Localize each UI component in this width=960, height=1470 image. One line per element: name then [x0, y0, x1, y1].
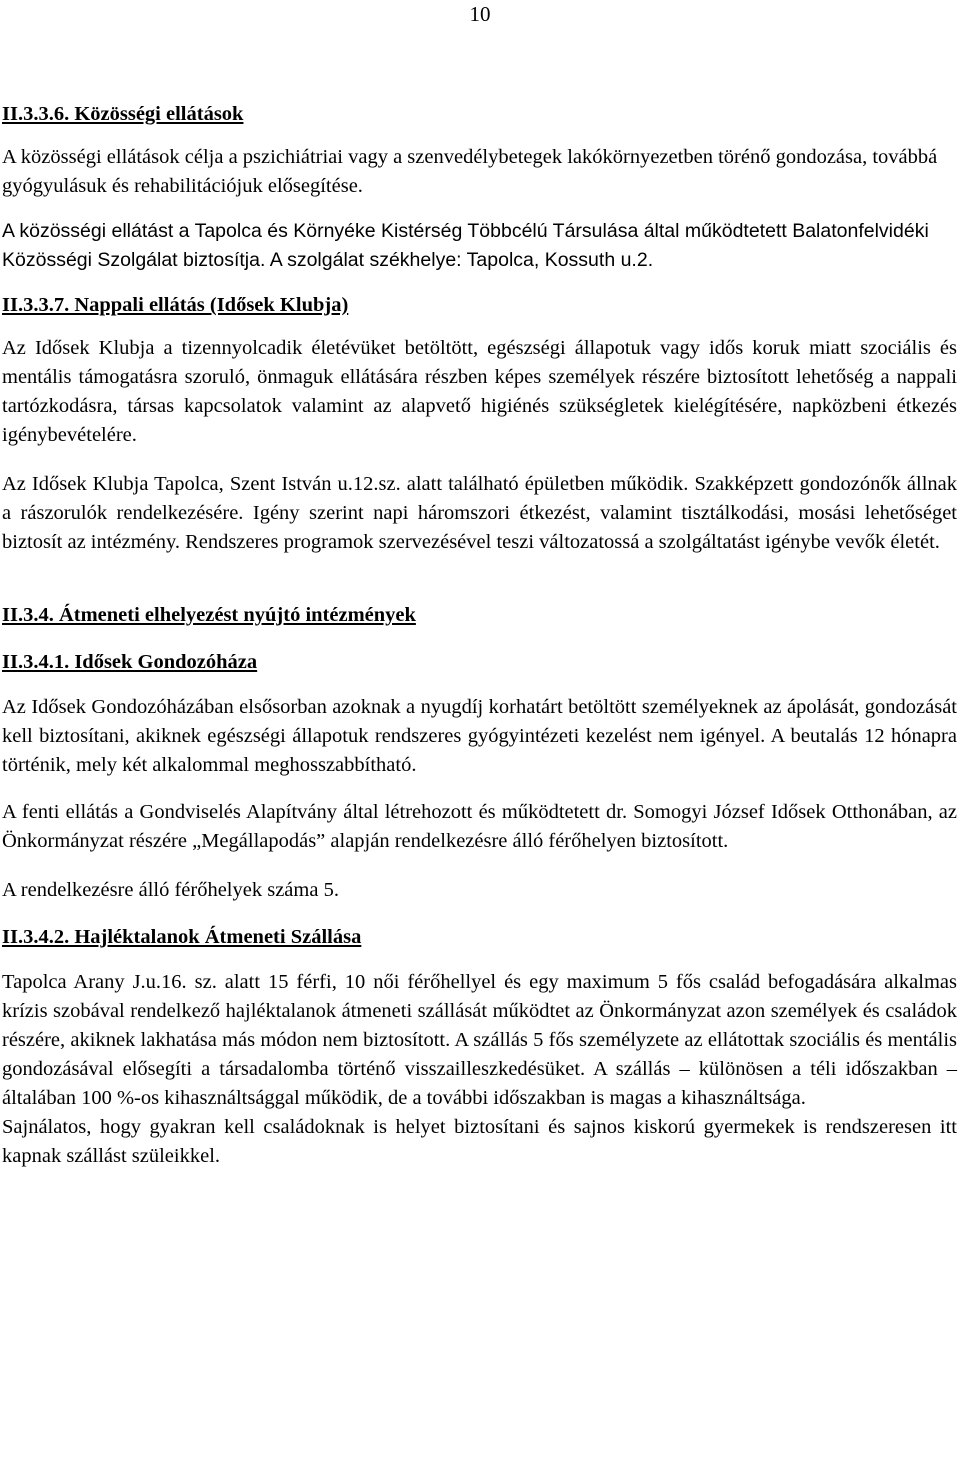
paragraph-elderly-care-home-capacity: A rendelkezésre álló férőhelyek száma 5.	[2, 879, 339, 901]
section-heading-day-care: II.3.3.7. Nappali ellátás (Idősek Klubja)	[2, 294, 349, 316]
section-heading-elderly-care-home: II.3.4.1. Idősek Gondozóháza	[2, 651, 258, 673]
paragraph-homeless-shelter-description: Tapolca Arany J.u.16. sz. alatt 15 férfi, 10 női férőhellyel és egy maximum 5 fős család befogadására alkalmas krízis szobával rendelkező hajléktalanok átmeneti szállását működtet az Önkormányzat azon személyek és családok részére, akiknek lakhatása más módon nem biztosított. A szállás 5 fős személyzete az ellátottak szociális és mentális gondozásával elősegíti a társadalomba történő visszailleszkedésüket. A szállás – különösen a téli időszakban – általában 100 %-os kihasználtsággal működik, de a további időszakban is magas a kihasználtsága.	[2, 971, 957, 1109]
document-body	[0, 100, 960, 1171]
paragraph-elderly-care-home-provider: A fenti ellátás a Gondviselés Alapítvány által létrehozott és működtetett dr. Somogyi József Idősek Otthonában, az Önkormányzat részére „Megállapodás” alapján rendelkezésre álló férőhelyen biztosított.	[2, 801, 957, 852]
paragraph-community-care-provider: A közösségi ellátást a Tapolca és Környéke Kistérség Többcélú Társulása által működtetett Balatonfelvidéki Közösségi Szolgálat biztosítja. A szolgálat székhelye: Tapolca, Kossuth u.2.	[2, 220, 929, 271]
paragraph-community-care-goal: A közösségi ellátások célja a pszichiátriai vagy a szenvedélybetegek lakókörnyezetben törénő gondozása, továbbá gyógyulásuk és rehabilitációjuk elősegítése.	[2, 146, 938, 197]
paragraph-homeless-shelter-families: Sajnálatos, hogy gyakran kell családoknak is helyet biztosítani és sajnos kiskorú gyermekek is rendszeresen itt kapnak szállást szüleikkel.	[2, 1116, 957, 1167]
page-number: 10	[469, 2, 491, 26]
paragraph-day-care-description: Az Idősek Klubja a tizennyolcadik életévüket betöltött, egészségi állapotuk vagy idős koruk miatt szociális és mentális támogatásra szoruló, önmaguk ellátására részben képes személyek részére biztosított lehetőség a nappali tartózkodásra, társas kapcsolatok valamint az alapvető higiénés szükségletek kielégítésére, napközbeni étkezés igénybevételére.	[2, 337, 957, 446]
paragraph-elderly-care-home-description: Az Idősek Gondozóházában elsősorban azoknak a nyugdíj korhatárt betöltött személyeknek az ápolását, gondozását kell biztosítani, akiknek egészségi állapotuk rendszeres gyógyintézeti kezelést nem igényel. A beutalás 12 hónapra történik, mely két alkalommal meghosszabbítható.	[2, 696, 957, 776]
paragraph-day-care-location: Az Idősek Klubja Tapolca, Szent István u.12.sz. alatt található épületben működik. Szakképzett gondozónők állnak a rászorulók rendelkezésére. Igény szerint napi háromszori étkezést, valamint tisztálkodási, mosási lehetőséget biztosít az intézmény. Rendszeres programok szervezésével teszi változatossá a szolgáltatást igénybe vevők életét.	[2, 473, 957, 553]
section-heading-homeless-shelter: II.3.4.2. Hajléktalanok Átmeneti Szállása	[2, 926, 362, 948]
section-heading-temporary-accommodation: II.3.4. Átmeneti elhelyezést nyújtó intézmények	[2, 604, 416, 626]
section-heading-community-care: II.3.3.6. Közösségi ellátások	[2, 103, 244, 125]
